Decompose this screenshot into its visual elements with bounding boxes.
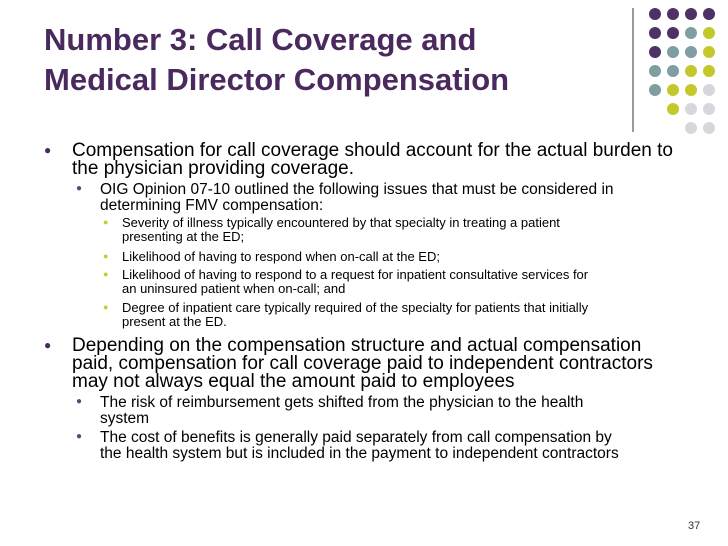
dot xyxy=(667,27,679,39)
dot xyxy=(703,84,715,96)
sub-bullet-risk-line-1: The risk of reimbursement gets shifted from the physician to the health xyxy=(100,394,584,411)
dot xyxy=(649,46,661,58)
bullet-icon: ● xyxy=(103,251,109,261)
dot xyxy=(667,8,679,20)
item-degree-care-line-1: Degree of inpatient care typically required of the specialty for patients that initially xyxy=(122,300,589,315)
dot xyxy=(649,65,661,77)
bullet-icon: ● xyxy=(103,302,109,312)
slide-title xyxy=(44,20,604,100)
item-degree-care-line-2: present at the ED. xyxy=(122,314,227,329)
bullet-2-line-3: may not always equal the amount paid to employees xyxy=(72,371,515,392)
item-likelihood-ed xyxy=(122,250,686,264)
bullet-icon: ● xyxy=(76,183,83,194)
dot xyxy=(703,8,715,20)
bullet-icon: ● xyxy=(103,269,109,279)
dot xyxy=(667,103,679,115)
sub-bullet-oig xyxy=(100,182,686,214)
title-line-2: Medical Director Compensation xyxy=(44,62,510,97)
dot xyxy=(685,46,697,58)
dot xyxy=(685,103,697,115)
bullet-1-line-2: the physician providing coverage. xyxy=(72,158,355,179)
dot xyxy=(703,122,715,134)
dot xyxy=(703,65,715,77)
dot xyxy=(649,8,661,20)
item-degree-care xyxy=(122,301,686,329)
dot xyxy=(685,84,697,96)
dot xyxy=(703,103,715,115)
item-likelihood-inpatient-line-1: Likelihood of having to respond to a request for inpatient consultative services for xyxy=(122,267,589,282)
item-likelihood-ed-line-1: Likelihood of having to respond when on-call at the ED; xyxy=(122,249,440,264)
item-likelihood-inpatient-line-2: an uninsured patient when on-call; and xyxy=(122,281,346,296)
dot xyxy=(703,46,715,58)
title-line-1: Number 3: Call Coverage and xyxy=(44,22,477,57)
dot xyxy=(703,27,715,39)
dot xyxy=(685,122,697,134)
bullet-2-text xyxy=(72,337,686,391)
sub-bullet-oig-line-2: determining FMV compensation: xyxy=(100,197,324,214)
bullet-icon: ● xyxy=(44,143,52,157)
sub-bullet-oig-line-1: OIG Opinion 07-10 outlined the following issues that must be considered in xyxy=(100,181,614,198)
item-severity-line-2: presenting at the ED; xyxy=(122,229,245,244)
sub-bullet-benefits-line-1: The cost of benefits is generally paid separately from call compensation by xyxy=(100,429,612,446)
bullet-2-line-1: Depending on the compensation structure and actual compensation xyxy=(72,335,642,356)
dot xyxy=(649,84,661,96)
item-likelihood-inpatient xyxy=(122,268,686,296)
sub-bullet-risk xyxy=(100,395,686,427)
dot xyxy=(667,46,679,58)
bullet-icon: ● xyxy=(76,396,83,407)
bullet-2-line-2: paid, compensation for call coverage paid to independent contractors xyxy=(72,353,653,374)
item-severity-line-1: Severity of illness typically encountered by that specialty in treating a patient xyxy=(122,215,560,230)
dot xyxy=(685,65,697,77)
dot xyxy=(685,27,697,39)
bullet-1-line-1: Compensation for call coverage should account for the actual burden to xyxy=(72,140,673,161)
bullet-icon: ● xyxy=(103,217,109,227)
item-severity xyxy=(122,216,686,244)
dot xyxy=(667,84,679,96)
dot xyxy=(685,8,697,20)
dot xyxy=(667,65,679,77)
sub-bullet-risk-line-2: system xyxy=(100,410,150,427)
bullet-icon: ● xyxy=(76,431,83,442)
bullet-1-text xyxy=(72,142,686,178)
sub-bullet-benefits-line-2: the health system but is included in the payment to independent contractors xyxy=(100,445,619,462)
decorative-dot-grid xyxy=(645,8,725,143)
title-divider-line xyxy=(632,8,634,132)
bullet-icon: ● xyxy=(44,338,52,352)
page-number: 37 xyxy=(688,520,701,532)
dot xyxy=(649,27,661,39)
sub-bullet-benefits xyxy=(100,430,686,462)
